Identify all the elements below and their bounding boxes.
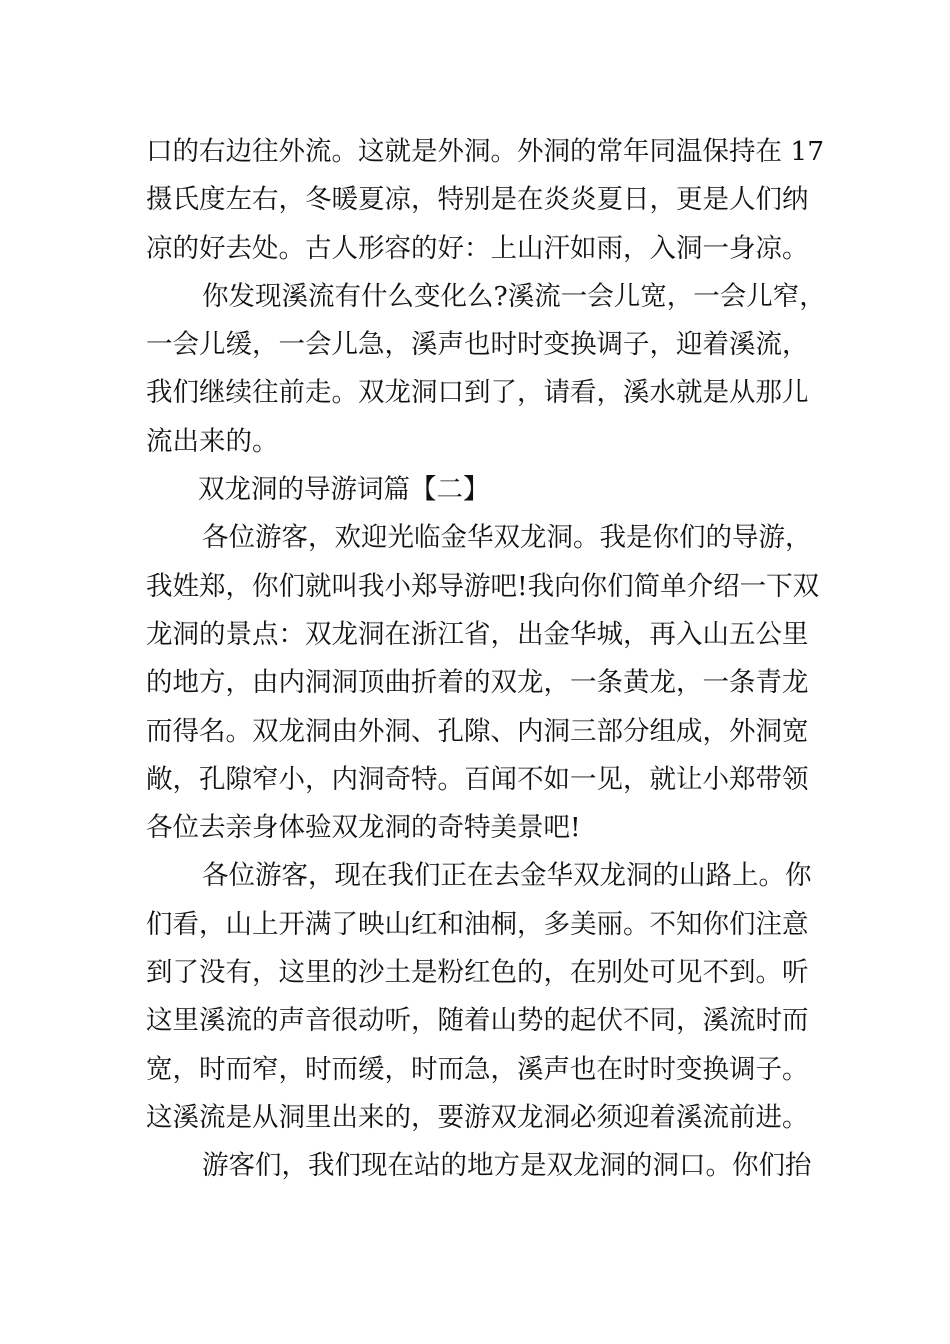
text-line: 这里溪流的声音很动听，随着山势的起伏不同，溪流时而 xyxy=(146,1005,809,1037)
text-line: 各位游客，现在我们正在去金华双龙洞的山路上。你 xyxy=(202,860,812,892)
text-line: 一会儿缓，一会儿急，溪声也时时变换调子，迎着溪流， xyxy=(146,329,809,361)
text-line: 龙洞的景点：双龙洞在浙江省，出金华城，再入山五公里 xyxy=(146,618,809,650)
text-line: 各位游客，欢迎光临金华双龙洞。我是你们的导游， xyxy=(202,522,812,554)
text-line: 到了没有，这里的沙土是粉红色的，在别处可见不到。听 xyxy=(146,957,809,989)
document-body xyxy=(146,128,826,1191)
text-line: 而得名。双龙洞由外洞、孔隙、内洞三部分组成，外洞宽 xyxy=(146,715,809,747)
text-line: 我姓郑，你们就叫我小郑导游吧!我向你们简单介绍一下双 xyxy=(146,570,820,602)
text-line: 我们继续往前走。双龙洞口到了，请看，溪水就是从那儿 xyxy=(146,377,809,409)
text-line: 们看，山上开满了映山红和油桐，多美丽。不知你们注意 xyxy=(146,908,809,940)
text-line: 宽，时而窄，时而缓，时而急，溪声也在时时变换调子。 xyxy=(146,1053,809,1085)
text-line: 摄氏度左右，冬暖夏凉，特别是在炎炎夏日，更是人们纳 xyxy=(146,184,809,216)
text-line: 游客们，我们现在站的地方是双龙洞的洞口。你们抬 xyxy=(202,1150,812,1182)
text-line: 敞，孔隙窄小，内洞奇特。百闻不如一见，就让小郑带领 xyxy=(146,763,809,795)
text-line: 这溪流是从洞里出来的，要游双龙洞必须迎着溪流前进。 xyxy=(146,1101,809,1133)
section-heading: 双龙洞的导游词篇【二】 xyxy=(198,474,490,506)
text-line: 口的右边往外流。这就是外洞。外洞的常年同温保持在 17 xyxy=(146,136,825,167)
text-line: 的地方，由内洞洞顶曲折着的双龙，一条黄龙，一条青龙 xyxy=(146,667,809,699)
text-line: 各位去亲身体验双龙洞的奇特美景吧! xyxy=(146,812,581,844)
text-line: 凉的好去处。古人形容的好：上山汗如雨，入洞一身凉。 xyxy=(146,232,809,264)
text-line: 你发现溪流有什么变化么?溪流一会儿宽，一会儿窄， xyxy=(202,280,826,312)
text-line: 流出来的。 xyxy=(146,425,279,457)
